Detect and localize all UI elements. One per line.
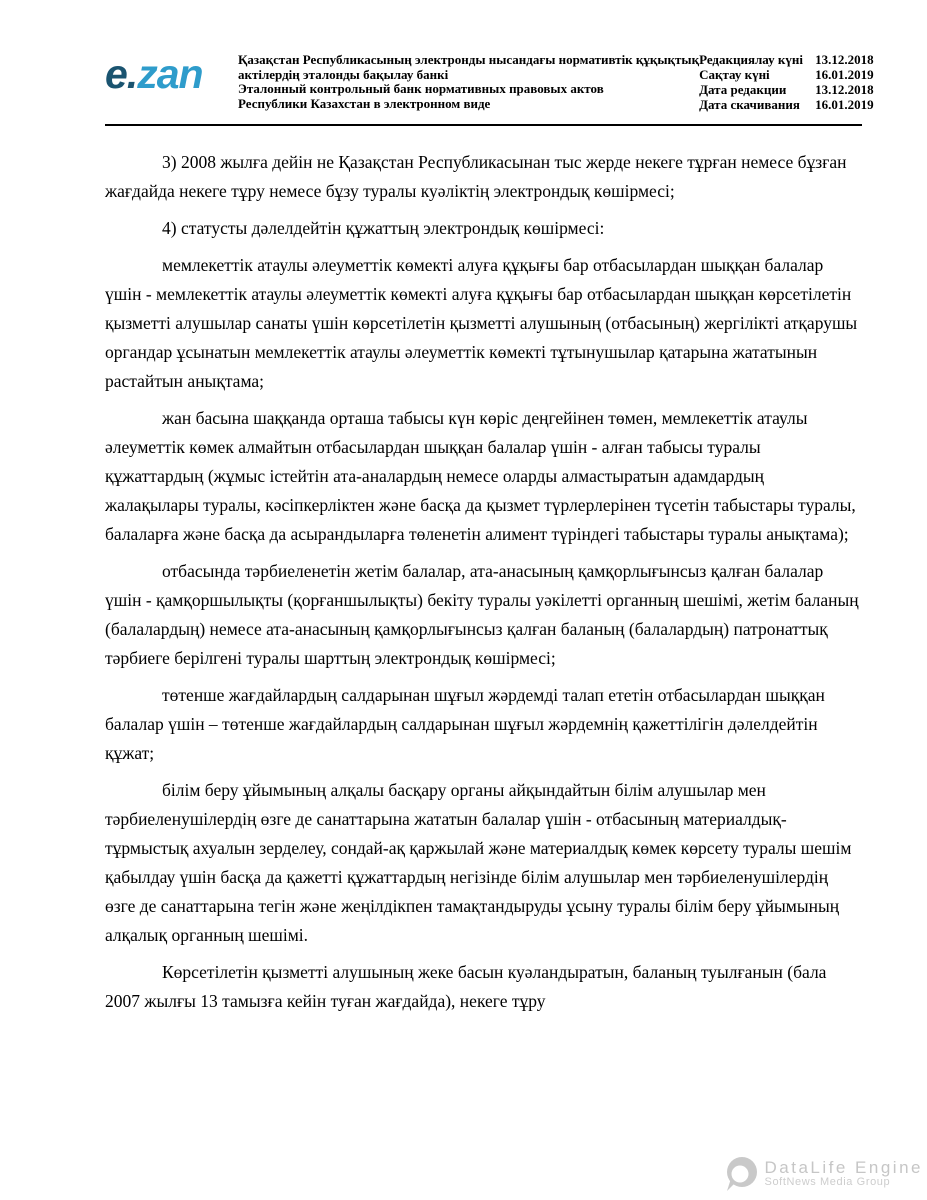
ezan-logo-prefix: e. (105, 51, 138, 97)
paragraph: отбасында тәрбиеленетін жетім балалар, ата-анасының қамқорлығынсыз қалған балалар үшін - қамқоршылықты (қорғаншылықты) бекіту туралы уәкілетті органның шешімі, жетім баланың (балалардың) немесе ата-анасының қамқорлығынсыз қалған баланың (балалардың) патронаттық тәрбиеге берілгені туралы шарттың электрондық көшірмесі; (105, 561, 859, 668)
date-row (699, 52, 879, 67)
date-value: 16.01.2019 (815, 67, 874, 82)
date-value: 16.01.2019 (815, 97, 874, 112)
watermark-title: DataLife Engine (764, 1158, 923, 1177)
date-row (699, 82, 879, 97)
paragraph: білім беру ұйымының алқалы басқару органы айқындайтын білім алушылар мен тәрбиеленушілердің өзге де санаттарына жататын балалар үшін - отбасының материалдық-тұрмыстық ахуалын зерделеу, сондай-ақ қаржылай және материалдық көмек көрсету туралы шешім қабылдау үшін басқа да қажетті құжаттардың негізінде білім алушылар мен тәрбиеленушілердің өзге де санаттарына тегін және жеңілдікпен тамақтандыруды ұсыну туралы білім беру ұйымының алқалық органның шешімі. (105, 780, 852, 945)
watermark-text (765, 1159, 923, 1189)
date-value: 13.12.2018 (815, 52, 874, 67)
datalife-watermark (725, 1156, 923, 1192)
date-value: 13.12.2018 (815, 82, 874, 97)
dates-table (699, 50, 879, 112)
bank-title-line: Республики Казахстан в электронном виде (238, 95, 491, 111)
date-row (699, 67, 879, 82)
date-label: Дата редакции (699, 82, 787, 97)
ezan-logo (105, 50, 238, 98)
document-header (0, 0, 927, 112)
ezan-logo-suffix: zan (137, 51, 203, 97)
date-row (699, 97, 879, 112)
date-label: Дата скачивания (699, 97, 800, 112)
date-label: Сақтау күні (699, 67, 770, 82)
paragraph: төтенше жағдайлардың салдарынан шұғыл жәрдемді талап ететін отбасылардан шыққан балалар үшін – төтенше жағдайлардың салдарынан шұғыл жәрдемнің қажеттілігін дәлелдейтін құжат; (105, 685, 825, 763)
bank-title-line: Эталонный контрольный банк нормативных правовых актов (238, 81, 604, 97)
datalife-logo-icon (725, 1156, 758, 1192)
bank-title (238, 50, 699, 111)
document-body (105, 148, 862, 1016)
watermark-subtitle: SoftNews Media Group (764, 1176, 891, 1188)
header-divider (105, 124, 862, 126)
paragraph: мемлекеттік атаулы әлеуметтік көмекті алуға құқығы бар отбасылардан шыққан балалар үшін - мемлекеттік атаулы әлеуметтік көмекті алуға құқығы бар отбасылардан шыққан көрсетілетін қызметті алушылар санаты үшін көрсетілетін қызметті алушының (отбасының) жергілікті атқарушы органдар ұсынатын мемлекеттік атаулы әлеуметтік көмекті тұтынушылар қатарына жататынын растайтын анықтама; (105, 255, 858, 391)
bank-title-line: актілердің эталонды бақылау банкі (238, 66, 449, 82)
paragraph: 4) статусты дәлелдейтін құжаттың электрондық көшірмесі: (162, 218, 605, 238)
paragraph: Көрсетілетін қызметті алушының жеке басын куәландыратын, баланың туылғанын (бала 2007 жылғы 13 тамызға кейін туған жағдайда), некеге тұру (105, 962, 827, 1011)
paragraph: 3) 2008 жылға дейін не Қазақстан Республикасынан тыс жерде некеге тұрған немесе бұзған жағдайда некеге тұру немесе бұзу туралы куәліктің электрондық көшірмесі; (105, 152, 847, 201)
paragraph: жан басына шаққанда орташа табысы күн көріс деңгейінен төмен, мемлекеттік атаулы әлеуметтік көмек алмайтын отбасылардан шыққан балалар үшін - алған табысы туралы құжаттардың (жұмыс істейтін ата-аналардың немесе оларды алмастыратын адамдардың жалақылары туралы, кәсіпкерліктен және басқа да қызмет түрлерлерінен түсетін табыстары туралы, балаларға және басқа да асырандыларға төленетін алимент түріндегі табыстары туралы анықтама); (105, 408, 856, 544)
date-label: Редакциялау күні (699, 52, 803, 67)
bank-title-line: Қазақстан Республикасының электронды нысандағы нормативтік құқықтық (238, 52, 700, 67)
